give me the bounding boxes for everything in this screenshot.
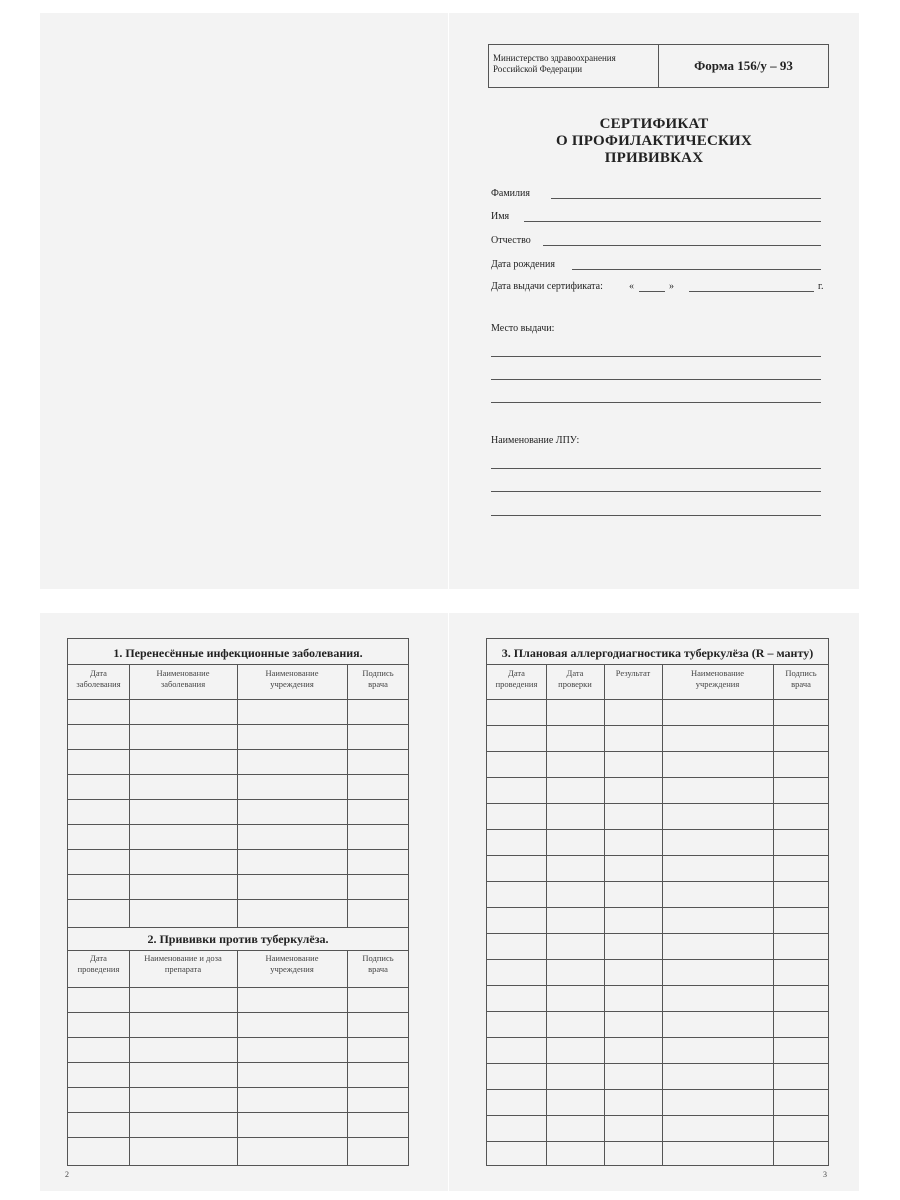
table-row[interactable] [68,1087,408,1088]
name-field[interactable] [524,221,821,222]
table-row[interactable] [487,1037,828,1038]
col-header: Наименование и доза препарата [144,953,222,974]
table-frame-right [486,638,829,1166]
year-suffix: г. [818,281,824,292]
col-header: Наименование заболевания [156,668,210,689]
col-header: Результат [615,668,651,678]
table-row[interactable] [487,1141,828,1142]
table-row[interactable] [487,855,828,856]
page-3 [449,613,859,1191]
table-row[interactable] [68,749,408,750]
col-header: Подпись врача [785,668,817,689]
blank-page [40,13,448,589]
col-header: Дата проверки [558,668,592,689]
table-row[interactable] [68,874,408,875]
table-row[interactable] [487,829,828,830]
name-label: Имя [491,211,510,222]
table-row[interactable] [487,1011,828,1012]
section-3-title: 3. Плановая аллергодиагностика туберкулёза (R – манту) [501,646,814,660]
birth-date-field[interactable] [572,269,821,270]
place-line-1[interactable] [491,356,821,357]
lpu-name-label: Наименование ЛПУ: [491,435,580,446]
place-line-2[interactable] [491,379,821,380]
lpu-line-1[interactable] [491,468,821,469]
col-header: Наименование учреждения [265,668,319,689]
table-row[interactable] [68,799,408,800]
surname-field[interactable] [551,198,821,199]
col-header: Наименование учреждения [691,668,744,689]
form-header-box [488,44,829,88]
table-row[interactable] [487,933,828,934]
table-row[interactable] [68,1137,408,1138]
col-header: Наименование учреждения [265,953,319,974]
patronymic-label: Отчество [491,235,531,246]
table-row[interactable] [68,1112,408,1113]
form-number: Форма 156/у – 93 [694,58,793,73]
table-row[interactable] [487,1115,828,1116]
col-header: Подпись врача [362,668,394,689]
surname-label: Фамилия [491,188,530,199]
col-header: Подпись врача [362,953,394,974]
tables-frame-left [67,638,409,1166]
table-row[interactable] [487,777,828,778]
table-row[interactable] [487,751,828,752]
table-row[interactable] [487,881,828,882]
patronymic-field[interactable] [543,245,821,246]
place-of-issue-label: Место выдачи: [491,323,555,334]
issue-day-field[interactable] [639,291,665,292]
lpu-line-2[interactable] [491,491,821,492]
issue-date-label: Дата выдачи сертификата: [491,281,603,292]
table-row[interactable] [487,803,828,804]
table-row[interactable] [68,849,408,850]
table-row[interactable] [68,699,408,700]
table-row[interactable] [487,1089,828,1090]
table-row[interactable] [68,1012,408,1013]
section-2-title: 2. Прививки против туберкулёза. [147,932,329,946]
page-number-left: 2 [65,1170,69,1179]
table-row[interactable] [68,724,408,725]
table-row[interactable] [487,959,828,960]
birth-date-label: Дата рождения [491,259,555,270]
table-row[interactable] [487,725,828,726]
lpu-line-3[interactable] [491,515,821,516]
table-row[interactable] [68,987,408,988]
issue-month-year-field[interactable] [689,291,814,292]
place-line-3[interactable] [491,402,821,403]
table-row[interactable] [68,899,408,900]
table-row[interactable] [487,985,828,986]
certificate-title: СЕРТИФИКАТ О ПРОФИЛАКТИЧЕСКИХ ПРИВИВКАХ [556,116,752,166]
table-row[interactable] [487,1063,828,1064]
ministry-label: Министерство здравоохранения Российской Федерации [489,45,659,87]
table-row[interactable] [68,824,408,825]
table-row[interactable] [487,699,828,700]
col-header: Дата заболевания [76,668,121,689]
section-1-title: 1. Перенесённые инфекционные заболевания. [113,646,363,660]
col-header: Дата проведения [77,953,120,974]
page-2 [40,613,448,1191]
quote-close: » [669,281,674,292]
table-row[interactable] [68,1062,408,1063]
page-number-right: 3 [823,1170,827,1179]
certificate-page [449,13,859,589]
table-row[interactable] [68,774,408,775]
quote-open: « [629,281,634,292]
col-header: Дата проведения [495,668,538,689]
table-row[interactable] [487,907,828,908]
table-row[interactable] [68,1037,408,1038]
